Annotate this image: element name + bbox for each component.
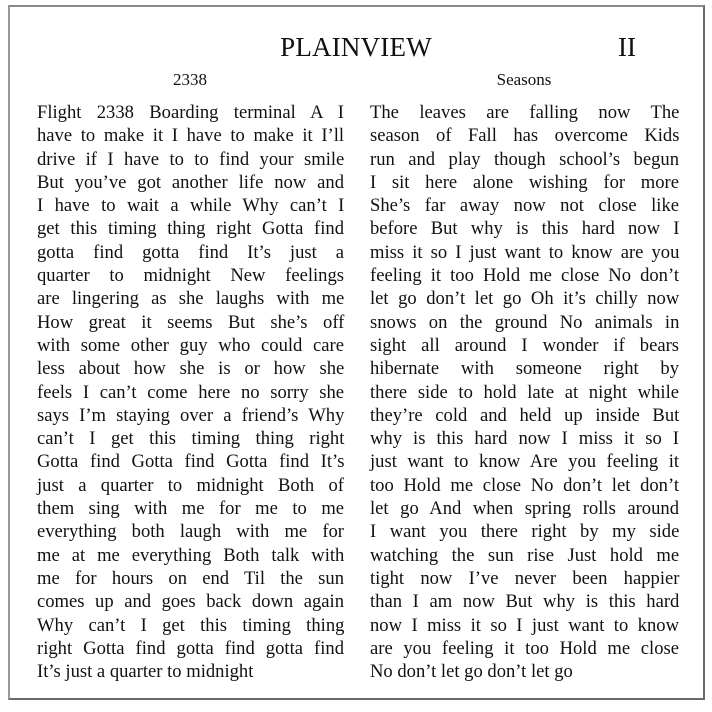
text-line: comes up and goes back down again — [37, 591, 344, 613]
text-line: them sing with me for me to me — [37, 498, 345, 520]
text-line: feeling it too Hold me close No don’t — [370, 265, 679, 287]
text-line: It’s just a quarter to midnight — [37, 661, 254, 683]
text-line: less about how she is or how she — [37, 358, 345, 380]
text-line: are lingering as she laughs with me — [37, 288, 345, 310]
text-line: drive if I have to to find your smile — [37, 148, 345, 170]
text-line: But you’ve got another life now and — [37, 171, 344, 193]
text-line: let go don’t let go Oh it’s chilly now — [370, 288, 680, 310]
text-line: How great it seems But she’s off — [37, 311, 345, 333]
left-column-heading: 2338 — [173, 70, 207, 89]
text-line: watching the sun rise Just hold me — [370, 544, 680, 566]
text-line: can’t I get this timing thing right — [37, 428, 345, 450]
text-line: No don’t let go don’t let go — [370, 661, 573, 683]
text-line: I have to wait a while Why can’t I — [37, 195, 345, 217]
text-line: snows on the ground No animals in — [370, 311, 680, 333]
text-line: why is this hard now I miss it so I — [370, 428, 679, 450]
text-line: Why can’t I get this timing thing — [37, 614, 345, 636]
text-line: right Gotta find gotta find gotta find — [37, 637, 344, 659]
text-line: there side to hold late at night while — [370, 381, 679, 403]
text-line: me for hours on end Til the sun — [37, 567, 344, 589]
text-line: get this timing thing right Gotta find — [37, 218, 344, 240]
right-column-heading: Seasons — [496, 70, 552, 89]
text-line: hibernate with someone right by — [370, 358, 679, 380]
text-line: than I am now But why is this hard — [370, 591, 680, 613]
text-line: I sit here alone wishing for more — [370, 171, 679, 193]
text-line: they’re cold and held up inside But — [370, 404, 680, 426]
left-column-text — [37, 101, 344, 683]
text-line: just a quarter to midnight Both of — [37, 474, 344, 496]
text-line: The leaves are falling now The — [370, 102, 680, 123]
part-number: II — [618, 32, 636, 62]
text-line: with some other guy who could care — [37, 334, 344, 356]
text-line: gotta find gotta find It’s just a — [37, 241, 345, 263]
text-line: tight now I’ve never been happier — [370, 567, 680, 589]
text-line: quarter to midnight New feelings — [37, 265, 344, 287]
text-line: She’s far away now not close like — [370, 195, 679, 217]
text-line: sight all around I wonder if bears — [370, 334, 679, 356]
text-line: Flight 2338 Boarding terminal A I — [37, 102, 344, 123]
text-line: Gotta find Gotta find Gotta find It’s — [37, 451, 345, 473]
text-line: before But why is this hard now I — [370, 218, 680, 240]
text-line: me at me everything Both talk with — [37, 544, 345, 566]
text-line: now I miss it so I just want to know — [370, 614, 679, 636]
text-line: are you feeling it too Hold me close — [370, 637, 679, 659]
text-line: says I’m staying over a friend’s Why — [37, 404, 345, 426]
text-line: run and play though school’s begun — [370, 148, 679, 170]
text-line: let go And when spring rolls around — [370, 498, 679, 520]
text-line: have to make it I have to make it I’ll — [37, 125, 345, 147]
page-title: PLAINVIEW — [280, 32, 432, 62]
text-line: feels I can’t come here no sorry she — [37, 381, 344, 403]
text-line: miss it so I just want to know are you — [370, 241, 680, 263]
right-column-text — [370, 101, 679, 683]
text-line: season of Fall has overcome Kids — [370, 125, 680, 147]
text-line: just want to know Are you feeling it — [370, 451, 680, 473]
text-line: I want you there right by my side — [370, 521, 680, 543]
text-line: everything both laugh with me for — [37, 521, 344, 543]
text-line: too Hold me close No don’t let don’t — [370, 474, 679, 496]
